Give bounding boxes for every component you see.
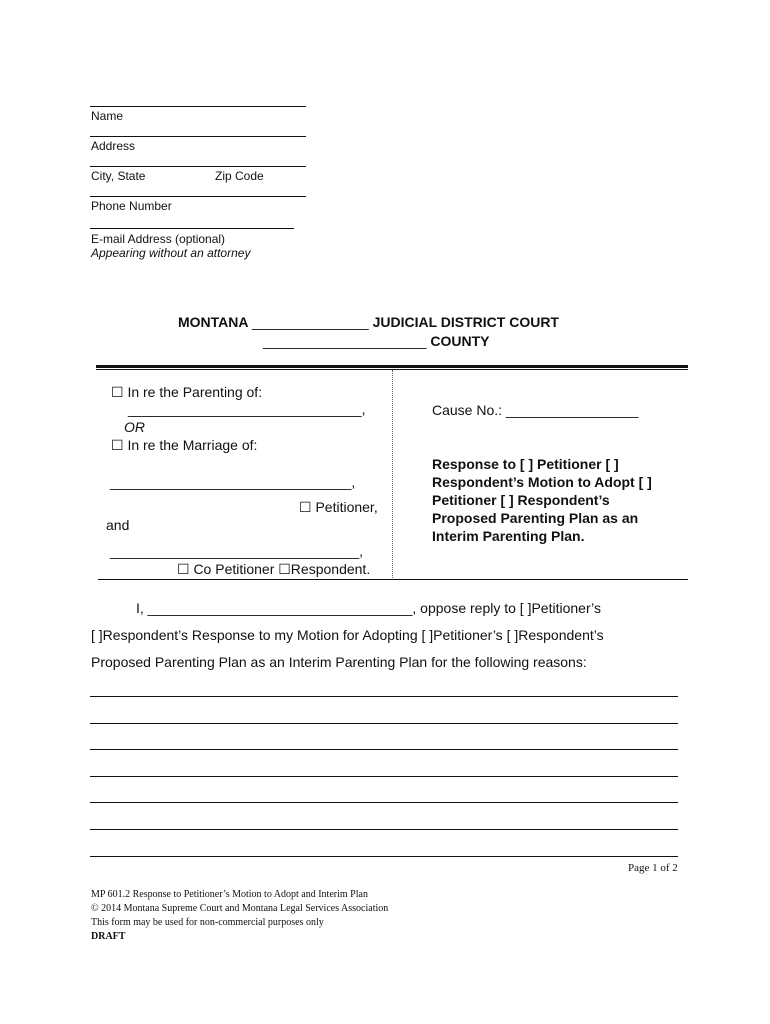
court-line-2: [263, 333, 490, 349]
appearing-note: Appearing without an attorney: [91, 246, 251, 260]
court-state: MONTANA: [178, 314, 248, 330]
petitioner-checkbox[interactable]: ☐ Petitioner,: [299, 499, 378, 515]
footer-block: [91, 888, 388, 944]
county-blank[interactable]: _____________________: [263, 333, 427, 349]
caption-bottom-rule: [98, 579, 688, 580]
email-label: E-mail Address (optional): [91, 232, 226, 246]
answer-line[interactable]: [90, 723, 678, 724]
answer-line[interactable]: [90, 776, 678, 777]
and-label: and: [106, 517, 130, 533]
draft-label: DRAFT: [91, 931, 126, 942]
document-title: [432, 455, 652, 545]
form-id: MP 601.2 Response to Petitioner’s Motion to Adopt and Interim Plan: [91, 889, 368, 900]
county-label: COUNTY: [430, 333, 490, 349]
answer-line[interactable]: [90, 696, 678, 697]
para-line-1: I, __________________________________, oppose reply to [ ]Petitioner’s: [136, 600, 601, 616]
document-title-line: Petitioner [ ] Respondent’s: [432, 492, 610, 508]
respondent-checkbox[interactable]: ☐ Co Petitioner ☐Respondent.: [177, 561, 371, 577]
page-number: Page 1 of 2: [628, 862, 678, 874]
caption-top-rule: [96, 365, 688, 368]
document-title-line: Response to [ ] Petitioner [ ]: [432, 456, 619, 472]
marriage-checkbox[interactable]: ☐ In re the Marriage of:: [111, 437, 258, 453]
copyright: © 2014 Montana Supreme Court and Montana Legal Services Association: [91, 903, 389, 914]
para-line-2: [ ]Respondent’s Response to my Motion for Adopting [ ]Petitioner’s [ ]Respondent’s: [91, 627, 604, 643]
email-line[interactable]: [90, 228, 294, 229]
or-label: OR: [124, 419, 145, 435]
document-title-line: Respondent’s Motion to Adopt [ ]: [432, 474, 652, 490]
answer-line[interactable]: [90, 749, 678, 750]
parenting-child-blank[interactable]: ______________________________,: [128, 401, 366, 417]
address-label: Address: [91, 139, 136, 153]
parenting-checkbox[interactable]: ☐ In re the Parenting of:: [111, 384, 263, 400]
district-blank[interactable]: _______________: [251, 314, 369, 330]
city-state-zip-line[interactable]: [90, 166, 306, 167]
address-line[interactable]: [90, 136, 306, 137]
phone-label: Phone Number: [91, 199, 172, 213]
answer-line[interactable]: [90, 829, 678, 830]
caption-divider: [392, 370, 393, 580]
court-name: JUDICIAL DISTRICT COURT: [372, 314, 559, 330]
city-state-label: City, State: [91, 169, 146, 183]
answer-line[interactable]: [90, 856, 678, 857]
phone-line[interactable]: [90, 196, 306, 197]
zip-label: Zip Code: [215, 169, 264, 183]
usage-note: This form may be used for non-commercial purposes only: [91, 917, 324, 928]
name-label: Name: [91, 109, 124, 123]
document-title-line: Proposed Parenting Plan as an: [432, 510, 639, 526]
petitioner-name-blank[interactable]: _______________________________,: [110, 474, 356, 490]
court-line-1: [178, 314, 559, 330]
answer-line[interactable]: [90, 802, 678, 803]
cause-number[interactable]: Cause No.: _________________: [432, 402, 639, 418]
para-line-3: Proposed Parenting Plan as an Interim Parenting Plan for the following reasons:: [91, 654, 587, 670]
document-title-line: Interim Parenting Plan.: [432, 528, 585, 544]
respondent-name-blank[interactable]: ________________________________,: [110, 543, 364, 559]
name-line[interactable]: [90, 106, 306, 107]
